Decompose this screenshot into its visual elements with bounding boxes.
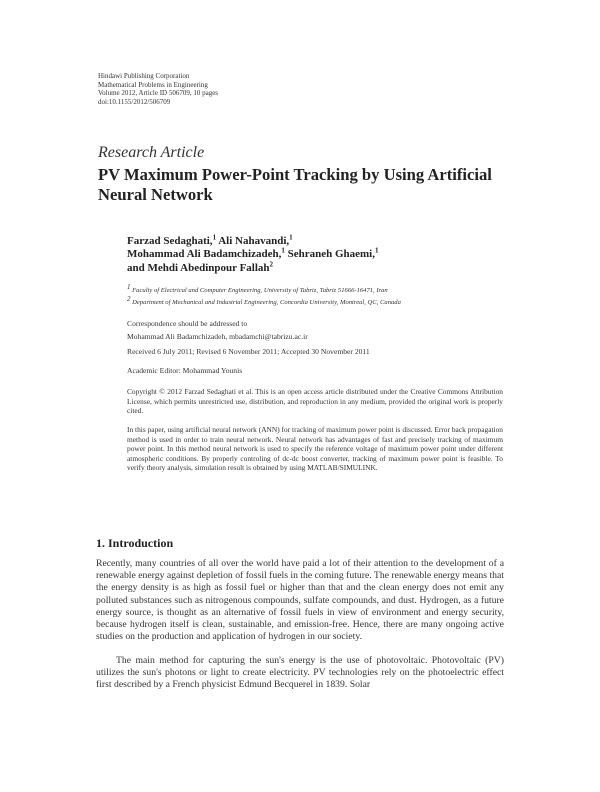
doi: doi:10.1155/2012/506709 (98, 97, 171, 106)
author-2: Ali Nahavandi, (218, 235, 290, 247)
journal-header (98, 72, 218, 106)
correspondence-contact: Mohammad Ali Badamchizadeh, mbadamchi@tabrizu.ac.ir (127, 331, 308, 341)
body-paragraph-2: The main method for capturing the sun's energy is the use of photovoltaic. Photovoltaic (PV) utilizes the sun's photons or light to create electricity. PV technologies rely on the photoelectric effect first described by a French physicist Edmund Becquerel in 1839. Solar (96, 655, 504, 691)
affiliation-2-marker: 2 (127, 294, 131, 303)
author-3: Mohammad Ali Badamchizadeh, (127, 248, 282, 261)
publisher: Hindawi Publishing Corporation (98, 72, 190, 80)
body-paragraph-1: Recently, many countries of all over the world have paid a lot of their attention to the development of a renewable energy against depletion of fossil fuels in the coming future. The renewable energy means that the energy density is as high as fossil fuel or higher than that and the clean energy does not emit any polluted substances such as nitrogenous compounds, sulfate compounds, and dust. Hydrogen, as a future energy source, is thought as an alternative of fossil fuels in view of environment and energy security, because hydrogen itself is clean, sustainable, and emission-free. Hence, there are many ongoing active studies on the production and application of hydrogen in our society. (96, 558, 504, 643)
author-4: Sehraneh Ghaemi, (287, 248, 375, 261)
affiliation-1 (127, 282, 527, 297)
dates: Received 6 July 2011; Revised 6 November 2011; Accepted 30 November 2011 (127, 347, 370, 356)
volume-info: Volume 2012, Article ID 506709, 10 pages (98, 89, 219, 98)
section-heading: 1. Introduction (96, 536, 174, 550)
affiliation-2 (127, 294, 527, 309)
affiliation-1-marker: 1 (127, 282, 131, 291)
correspondence (127, 318, 308, 343)
journal-name: Mathematical Problems in Engineering (98, 80, 208, 89)
author-1-affil: 1 (212, 233, 217, 242)
abstract: In this paper, using artificial neural network (ANN) for tracking of maximum power point is discussed. Error back propagation method is used in order to train neural network. Neural network has advantages of fast and precisely tracking of maximum power point. In this method neural network is used to specify the reference voltage of maximum power point under different atmospheric conditions. By properly controling of dc-dc boost converter, tracking of maximum power point is feasible. To verify theory analysis, simulation result is obtained by using MATLAB/SIMULINK. (127, 425, 503, 472)
author-list (127, 235, 527, 275)
affiliation-2-text: Department of Mechanical and Industrial Engineering, Concordia University, Montreal, QC, Canada (132, 299, 401, 306)
paper-title: PV Maximum Power-Point Tracking by Using Artificial Neural Network (98, 165, 492, 204)
correspondence-label: Correspondence should be addressed to (127, 319, 248, 328)
author-4-affil: 1 (374, 246, 379, 255)
author-3-affil: 1 (281, 246, 285, 255)
author-5-affil: 2 (269, 260, 274, 269)
author-1: Farzad Sedaghati, (127, 235, 213, 247)
affiliation-1-text: Faculty of Electrical and Computer Engineering, University of Tabriz, Tabriz 51666-16471, Iran (132, 287, 388, 294)
academic-editor: Academic Editor: Mohammad Younis (127, 366, 243, 375)
article-type: Research Article (98, 144, 205, 161)
copyright-notice: Copyright © 2012 Farzad Sedaghati et al. This is an open access article distributed under the Creative Commons Attribution License, which permits unrestricted use, distribution, and reproduction in any medium, provided the original work is properly cited. (127, 387, 503, 415)
author-5: and Mehdi Abedinpour Fallah (127, 261, 270, 274)
author-2-affil: 1 (289, 233, 293, 242)
affiliations (127, 282, 527, 309)
